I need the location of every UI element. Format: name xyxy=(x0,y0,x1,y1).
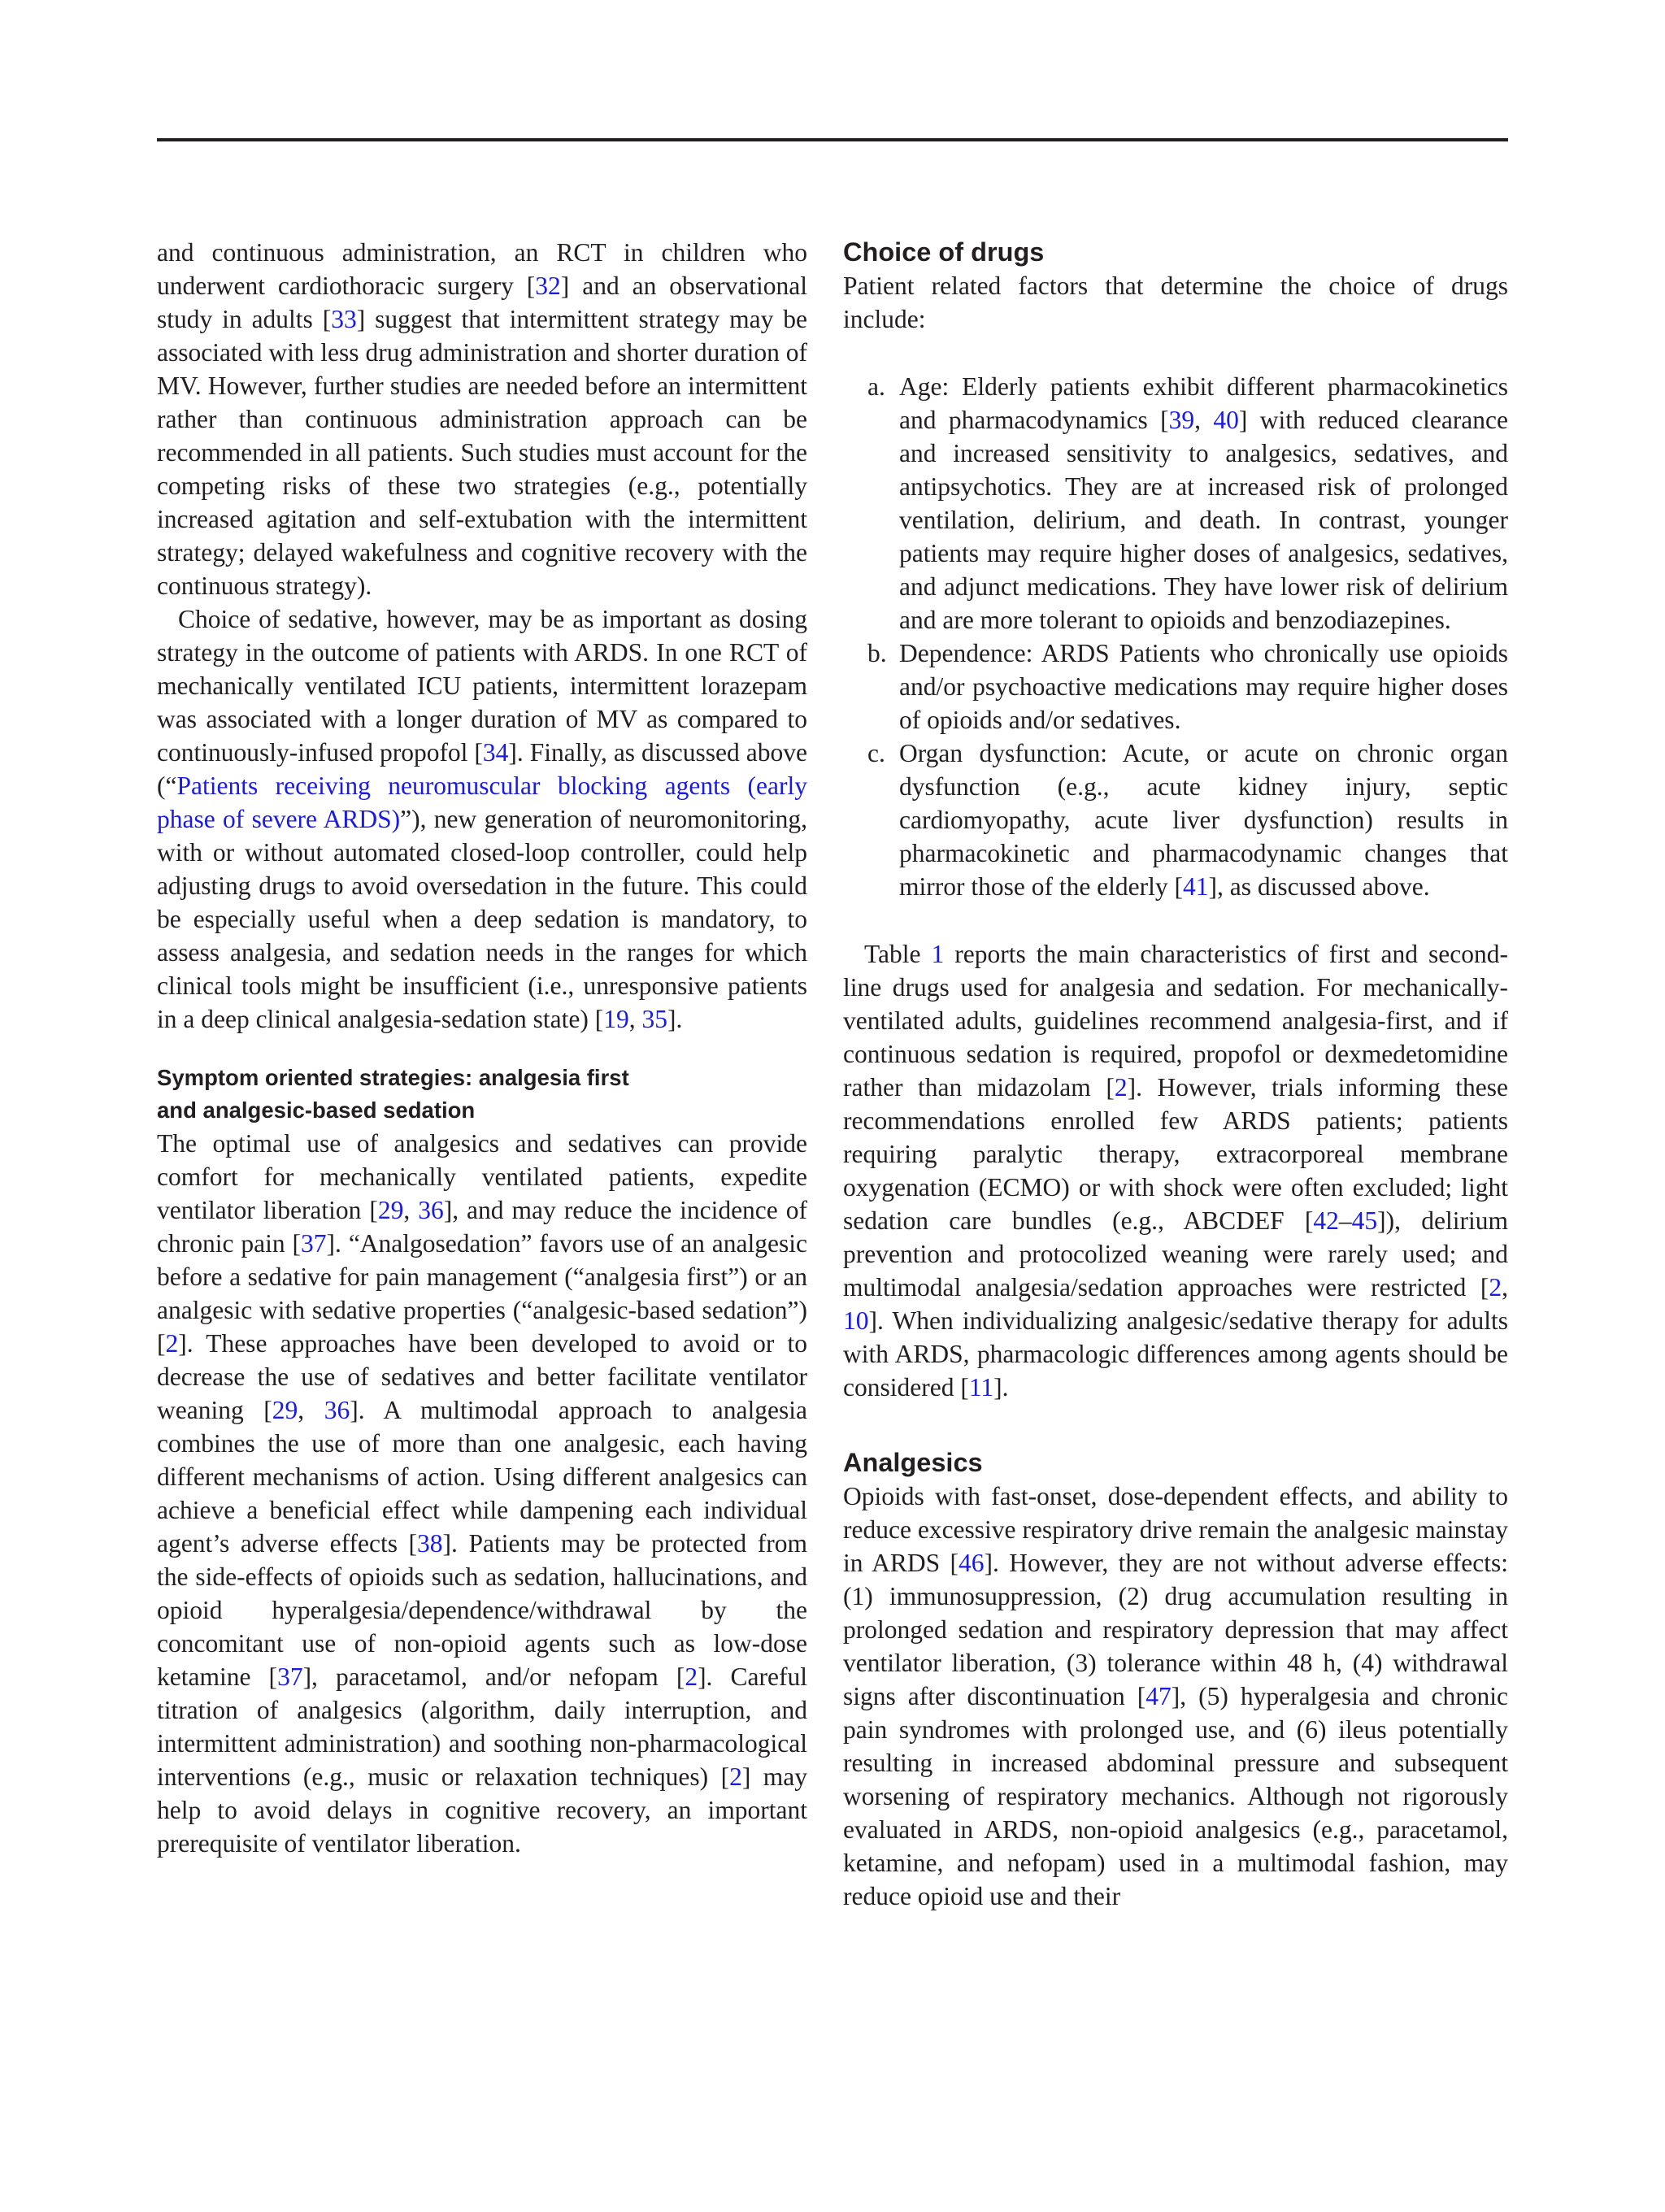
section-heading: Choice of drugs xyxy=(843,237,1045,267)
citation-link[interactable]: 19 xyxy=(603,1005,629,1033)
section-heading: Analgesics xyxy=(843,1448,983,1477)
citation-link[interactable]: Patients receiving neuromuscular blocking agents (early phase of severe ARDS) xyxy=(157,771,807,833)
left-column xyxy=(157,236,807,1860)
subsection-heading xyxy=(157,1062,807,1127)
citation-link[interactable]: 29 xyxy=(272,1396,298,1424)
list-item: b. Dependence: ARDS Patients who chronically use opioids and/or psychoactive medications may require higher doses of opioids and/or sedatives. xyxy=(843,637,1508,737)
citation-link[interactable]: 32 xyxy=(535,272,561,300)
citation-link[interactable]: 46 xyxy=(959,1549,985,1577)
header-rule xyxy=(157,138,1508,141)
citation-link[interactable]: 2 xyxy=(1114,1073,1128,1102)
list-marker: c. xyxy=(867,739,885,767)
citation-link[interactable]: 33 xyxy=(331,305,357,333)
citation-link[interactable]: 2 xyxy=(729,1762,742,1791)
citation-link[interactable]: 10 xyxy=(843,1306,869,1335)
citation-link[interactable]: 1 xyxy=(931,940,945,968)
factor-list xyxy=(843,370,1508,903)
citation-link[interactable]: 36 xyxy=(324,1396,350,1424)
citation-link[interactable]: 2 xyxy=(685,1662,698,1691)
citation-link[interactable]: 2 xyxy=(165,1329,179,1358)
citation-link[interactable]: 2 xyxy=(1489,1273,1502,1302)
citation-link[interactable]: 37 xyxy=(301,1229,327,1258)
list-marker: a. xyxy=(867,372,885,401)
paragraph: The optimal use of analgesics and sedatives can provide comfort for mechanically ventilated patients, expedite ventilator liberation [29, 36], and may reduce the incidence of chronic pain [37]. “Analgosedation” favors use of an analgesic before a sedative for pain management (“analgesia first”) or an analgesic with sedative properties (“analgesic-based sedation”) [2]. These approaches have been developed to avoid or to decrease the use of sedatives and better facilitate ventilator weaning [29, 36]. A multimodal approach to analgesia combines the use of more than one analgesic, each having different mechanisms of action. Using different analgesics can achieve a beneficial effect while dampening each individual agent’s adverse effects [38]. Patients may be protected from the side-effects of opioids such as sedation, hallucinations, and opioid hyperalgesia/dependence/withdrawal by the concomitant use of non-opioid agents such as low-dose ketamine [37], paracetamol, and/or nefopam [2]. Careful titration of analgesics (algorithm, daily interruption, and intermittent administration) and soothing non-pharmacological interventions (e.g., music or relaxation techniques) [2] may help to avoid delays in cognitive recovery, an important prerequisite of ventilator liberation. xyxy=(157,1129,807,1858)
citation-link[interactable]: 40 xyxy=(1213,406,1239,434)
citation-link[interactable]: 42 xyxy=(1313,1206,1339,1235)
citation-link[interactable]: 39 xyxy=(1168,406,1195,434)
citation-link[interactable]: 37 xyxy=(277,1662,303,1691)
paragraph: Choice of sedative, however, may be as important as dosing strategy in the outcome of patients with ARDS. In one RCT of mechanically ventilated ICU patients, intermittent lorazepam was associated with a longer duration of MV as compared to continuously-infused propofol [34]. Finally, as discussed above (“Patients receiving neuromuscular blocking agents (early phase of severe ARDS)”), new generation of neuromonitoring, with or without automated closed-loop controller, could help adjusting drugs to avoid oversedation in the future. This could be especially useful when a deep sedation is mandatory, to assess analgesia, and sedation needs in the ranges for which clinical tools might be insufficient (i.e., unresponsive patients in a deep clinical analgesia-sedation state) [19, 35]. xyxy=(157,605,807,1033)
citation-link[interactable]: 36 xyxy=(418,1196,444,1224)
citation-link[interactable]: 38 xyxy=(417,1529,443,1558)
paragraph: Opioids with fast-onset, dose-dependent effects, and ability to reduce excessive respiratory drive remain the analgesic mainstay in ARDS [46]. However, they are not without adverse effects: (1) immunosuppression, (2) drug accumulation resulting in prolonged sedation and respiratory depression that may affect ventilator liberation, (3) tolerance within 48 h, (4) withdrawal signs after discontinuation [47], (5) hyperalgesia and chronic pain syndromes with prolonged use, and (6) ileus potentially resulting in increased abdominal pressure and subsequent worsening of respiratory mechanics. Although not rigorously evaluated in ARDS, non-opioid analgesics (e.g., paracetamol, ketamine, and nefopam) used in a multimodal fashion, may reduce opioid use and their xyxy=(843,1482,1508,1910)
paragraph: Patient related factors that determine the choice of drugs include: xyxy=(843,272,1508,333)
right-column xyxy=(843,236,1508,1913)
paragraph: and continuous administration, an RCT in children who underwent cardiothoracic surgery [32] and an observational study in adults [33] suggest that intermittent strategy may be associated with less drug administration and shorter duration of MV. However, further studies are needed before an intermittent rather than continuous administration approach can be recommended in all patients. Such studies must account for the competing risks of these two strategies (e.g., potentially increased agitation and self-extubation with the intermittent strategy; delayed wakefulness and cognitive recovery with the continuous strategy). xyxy=(157,238,808,600)
list-item: a. Age: Elderly patients exhibit different pharmacokinetics and pharmacodynamics [39, 40] with reduced clearance and increased sensitivity to analgesics, sedatives, and antipsychotics. They are at increased risk of prolonged ventilation, delirium, and death. In contrast, younger patients may require higher doses of analgesics, sedatives, and adjunct medications. They have lower risk of delirium and are more tolerant to opioids and benzodiazepines. xyxy=(843,370,1508,637)
paragraph: Table 1 reports the main characteristics of first and second-line drugs used for analgesia and sedation. For mechanically-ventilated adults, guidelines recommend analgesia-first, and if continuous sedation is required, propofol or dexmedetomidine rather than midazolam [2]. However, trials informing these recommendations enrolled few ARDS patients; patients requiring paralytic therapy, extracorporeal membrane oxygenation (ECMO) or with shock were often excluded; light sedation care bundles (e.g., ABCDEF [42–45]), delirium prevention and protocolized weaning were rarely used; and multimodal analgesia/sedation approaches were restricted [2, 10]. When individualizing analgesic/sedative therapy for adults with ARDS, pharmacologic differences among agents should be considered [11]. xyxy=(843,940,1508,1402)
list-item: c. Organ dysfunction: Acute, or acute on chronic organ dysfunction (e.g., acute kidney injury, septic cardiomyopathy, acute liver dysfunction) results in pharmacokinetic and pharmacodynamic changes that mirror those of the elderly [41], as discussed above. xyxy=(843,737,1508,903)
citation-link[interactable]: 45 xyxy=(1351,1206,1378,1235)
subsection-heading-line: Symptom oriented strategies: analgesia first xyxy=(157,1065,629,1090)
citation-link[interactable]: 47 xyxy=(1146,1682,1172,1710)
citation-link[interactable]: 34 xyxy=(482,738,509,767)
citation-link[interactable]: 41 xyxy=(1183,872,1209,901)
citation-link[interactable]: 11 xyxy=(968,1373,994,1402)
citation-link[interactable]: 35 xyxy=(641,1005,668,1033)
list-marker: b. xyxy=(867,639,887,667)
citation-link[interactable]: 29 xyxy=(377,1196,404,1224)
subsection-heading-line: and analgesic-based sedation xyxy=(157,1097,476,1123)
